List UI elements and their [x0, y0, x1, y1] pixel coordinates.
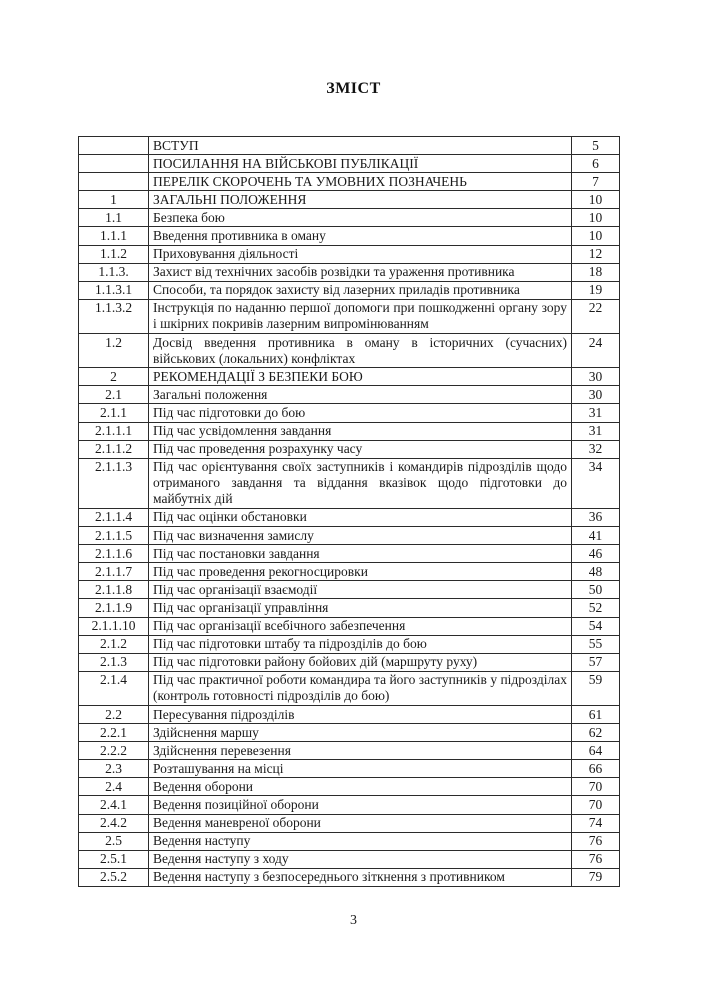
toc-title-cell: Під час проведення рекогносцировки	[149, 563, 572, 581]
toc-page-cell: 50	[572, 581, 620, 599]
toc-title-cell: Під час підготовки до бою	[149, 404, 572, 422]
toc-num-cell: 2.1.3	[79, 653, 149, 671]
toc-title-cell: РЕКОМЕНДАЦІЇ З БЕЗПЕКИ БОЮ	[149, 368, 572, 386]
toc-page-cell: 64	[572, 742, 620, 760]
toc-num-cell: 2.1.4	[79, 671, 149, 705]
toc-page-cell: 31	[572, 422, 620, 440]
toc-title-cell: Загальні положення	[149, 386, 572, 404]
table-row	[79, 832, 620, 850]
toc-page-cell: 10	[572, 209, 620, 227]
toc-page-cell: 41	[572, 527, 620, 545]
toc-title-cell: Під час постановки завдання	[149, 545, 572, 563]
toc-page-cell: 70	[572, 778, 620, 796]
table-row	[79, 706, 620, 724]
table-row	[79, 458, 620, 508]
table-row	[79, 617, 620, 635]
toc-title-cell: Під час практичної роботи командира та його заступників у підрозділах (контроль готовності підрозділів до бою)	[149, 671, 572, 705]
toc-num-cell: 1.1.3.2	[79, 299, 149, 333]
toc-title-cell: Здійснення перевезення	[149, 742, 572, 760]
toc-num-cell: 2.1.1.3	[79, 458, 149, 508]
toc-page-cell: 66	[572, 760, 620, 778]
table-row	[79, 796, 620, 814]
toc-page-cell: 12	[572, 245, 620, 263]
toc-num-cell: 2.1	[79, 386, 149, 404]
toc-title-cell: Під час організації управління	[149, 599, 572, 617]
table-row	[79, 635, 620, 653]
toc-num-cell: 1.1.1	[79, 227, 149, 245]
toc-page-cell: 32	[572, 440, 620, 458]
toc-num-cell: 1.2	[79, 334, 149, 368]
toc-page-cell: 55	[572, 635, 620, 653]
toc-title-cell: ПОСИЛАННЯ НА ВІЙСЬКОВІ ПУБЛІКАЦІЇ	[149, 155, 572, 173]
toc-num-cell: 2.5.1	[79, 850, 149, 868]
toc-page-cell: 70	[572, 796, 620, 814]
toc-title-cell: Досвід введення противника в оману в історичних (сучасних) військових (локальних) конфліктах	[149, 334, 572, 368]
toc-num-cell: 2.1.1.4	[79, 508, 149, 526]
toc-page-cell: 31	[572, 404, 620, 422]
toc-num-cell: 2.1.2	[79, 635, 149, 653]
toc-num-cell: 1.1.3.	[79, 263, 149, 281]
toc-page-cell: 30	[572, 386, 620, 404]
table-row	[79, 368, 620, 386]
toc-title-cell: Ведення наступу з безпосереднього зіткнення з противником	[149, 868, 572, 886]
toc-title-cell: Способи, та порядок захисту від лазерних приладів противника	[149, 281, 572, 299]
toc-page-cell: 54	[572, 617, 620, 635]
toc-title-cell: ВСТУП	[149, 137, 572, 155]
toc-num-cell: 1.1.2	[79, 245, 149, 263]
toc-num-cell: 2.1.1.5	[79, 527, 149, 545]
toc-num-cell: 2.3	[79, 760, 149, 778]
toc-title-cell: Ведення наступу з ходу	[149, 850, 572, 868]
toc-page-cell: 52	[572, 599, 620, 617]
toc-num-cell: 1.1	[79, 209, 149, 227]
toc-num-cell: 2	[79, 368, 149, 386]
toc-num-cell: 1.1.3.1	[79, 281, 149, 299]
table-row	[79, 227, 620, 245]
toc-num-cell: 2.1.1.10	[79, 617, 149, 635]
toc-num-cell: 2.1.1.8	[79, 581, 149, 599]
toc-num-cell: 2.2	[79, 706, 149, 724]
toc-title-cell: Ведення оборони	[149, 778, 572, 796]
toc-num-cell	[79, 173, 149, 191]
toc-title-cell: Під час оцінки обстановки	[149, 508, 572, 526]
table-row	[79, 599, 620, 617]
toc-num-cell: 2.5.2	[79, 868, 149, 886]
toc-title-cell: Ведення наступу	[149, 832, 572, 850]
table-row	[79, 760, 620, 778]
table-row	[79, 671, 620, 705]
toc-num-cell: 2.1.1.6	[79, 545, 149, 563]
toc-title-cell: Безпека бою	[149, 209, 572, 227]
toc-table-body	[79, 137, 620, 887]
table-row	[79, 653, 620, 671]
toc-title-cell: Здійснення маршу	[149, 724, 572, 742]
toc-page-cell: 74	[572, 814, 620, 832]
table-row	[79, 334, 620, 368]
toc-title-cell: Під час визначення замислу	[149, 527, 572, 545]
toc-title-cell: ПЕРЕЛІК СКОРОЧЕНЬ ТА УМОВНИХ ПОЗНАЧЕНЬ	[149, 173, 572, 191]
toc-page-cell: 22	[572, 299, 620, 333]
toc-page-cell: 61	[572, 706, 620, 724]
toc-title-cell: Під час проведення розрахунку часу	[149, 440, 572, 458]
table-row	[79, 386, 620, 404]
toc-title-cell: Введення противника в оману	[149, 227, 572, 245]
toc-table	[78, 136, 620, 887]
table-row	[79, 581, 620, 599]
toc-page-cell: 76	[572, 832, 620, 850]
toc-title-cell: Під час усвідомлення завдання	[149, 422, 572, 440]
table-row	[79, 850, 620, 868]
toc-page-cell: 79	[572, 868, 620, 886]
toc-title-cell: Під час організації всебічного забезпечення	[149, 617, 572, 635]
table-row	[79, 173, 620, 191]
table-row	[79, 422, 620, 440]
toc-page-cell: 30	[572, 368, 620, 386]
table-row	[79, 191, 620, 209]
toc-title-cell: Розташування на місці	[149, 760, 572, 778]
toc-title-cell: Захист від технічних засобів розвідки та ураження противника	[149, 263, 572, 281]
toc-num-cell: 2.1.1.1	[79, 422, 149, 440]
toc-page-cell: 57	[572, 653, 620, 671]
toc-title-cell: Під час підготовки району бойових дій (маршруту руху)	[149, 653, 572, 671]
table-row	[79, 814, 620, 832]
table-row	[79, 868, 620, 886]
table-row	[79, 245, 620, 263]
toc-page-cell: 24	[572, 334, 620, 368]
toc-num-cell: 2.5	[79, 832, 149, 850]
toc-page-cell: 59	[572, 671, 620, 705]
table-row	[79, 527, 620, 545]
page-title: ЗМІСТ	[326, 80, 381, 97]
toc-num-cell: 2.4	[79, 778, 149, 796]
table-row	[79, 281, 620, 299]
toc-title-cell: Інструкція по наданню першої допомоги при пошкодженні органу зору і шкірних покривів лазерним випромінюванням	[149, 299, 572, 333]
toc-title-cell: Під час орієнтування своїх заступників і командирів підрозділів щодо отриманого завдання та віддання вказівок щодо підготовки до майбутніх дій	[149, 458, 572, 508]
table-row	[79, 563, 620, 581]
table-row	[79, 137, 620, 155]
toc-page-cell: 19	[572, 281, 620, 299]
table-row	[79, 778, 620, 796]
toc-page-cell: 46	[572, 545, 620, 563]
table-row	[79, 209, 620, 227]
toc-title-cell: Приховування діяльності	[149, 245, 572, 263]
toc-title-cell: ЗАГАЛЬНІ ПОЛОЖЕННЯ	[149, 191, 572, 209]
table-row	[79, 545, 620, 563]
table-row	[79, 508, 620, 526]
toc-page-cell: 34	[572, 458, 620, 508]
toc-title-cell: Пересування підрозділів	[149, 706, 572, 724]
toc-title-cell: Під час підготовки штабу та підрозділів до бою	[149, 635, 572, 653]
toc-title-cell: Під час організації взаємодії	[149, 581, 572, 599]
toc-page-cell: 6	[572, 155, 620, 173]
toc-page-cell: 7	[572, 173, 620, 191]
toc-page-cell: 10	[572, 191, 620, 209]
table-row	[79, 404, 620, 422]
table-row	[79, 724, 620, 742]
toc-title-cell: Ведення маневреної оборони	[149, 814, 572, 832]
table-row	[79, 155, 620, 173]
toc-num-cell: 2.1.1.7	[79, 563, 149, 581]
toc-num-cell: 2.4.2	[79, 814, 149, 832]
table-row	[79, 263, 620, 281]
toc-page-cell: 18	[572, 263, 620, 281]
table-row	[79, 742, 620, 760]
table-row	[79, 440, 620, 458]
toc-num-cell: 2.4.1	[79, 796, 149, 814]
toc-num-cell: 2.1.1	[79, 404, 149, 422]
toc-num-cell: 2.1.1.9	[79, 599, 149, 617]
toc-page-cell: 5	[572, 137, 620, 155]
toc-page-cell: 76	[572, 850, 620, 868]
toc-num-cell: 1	[79, 191, 149, 209]
table-row	[79, 299, 620, 333]
toc-num-cell	[79, 137, 149, 155]
toc-num-cell: 2.1.1.2	[79, 440, 149, 458]
toc-num-cell: 2.2.1	[79, 724, 149, 742]
toc-page-cell: 36	[572, 508, 620, 526]
toc-num-cell	[79, 155, 149, 173]
toc-page-cell: 62	[572, 724, 620, 742]
page-number-footer: 3	[350, 912, 357, 928]
toc-num-cell: 2.2.2	[79, 742, 149, 760]
toc-title-cell: Ведення позиційної оборони	[149, 796, 572, 814]
toc-page-cell: 48	[572, 563, 620, 581]
toc-page-cell: 10	[572, 227, 620, 245]
